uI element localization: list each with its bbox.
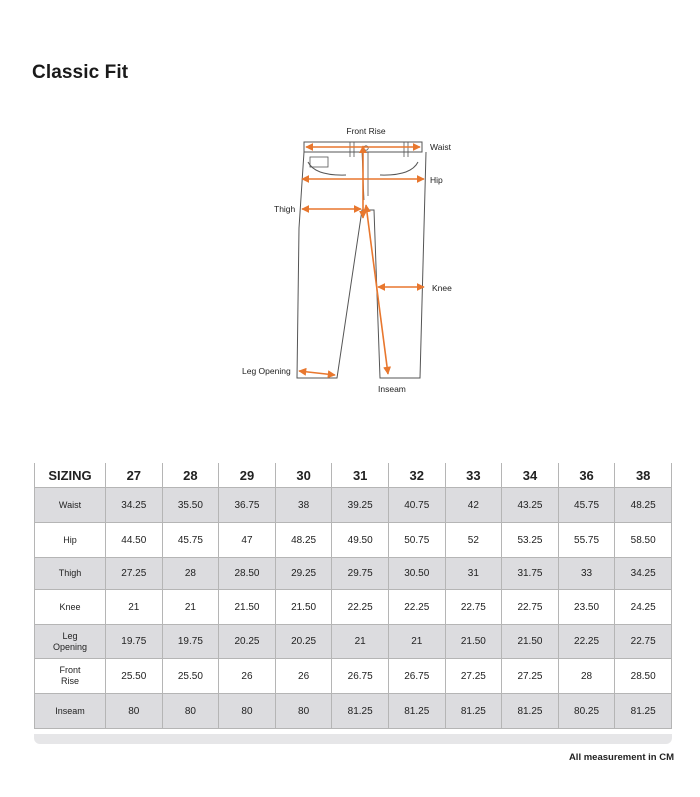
table-cell: 19.75	[162, 625, 219, 659]
row-label	[35, 694, 106, 729]
table-cell: 53.25	[502, 523, 559, 558]
table-cell: 27.25	[106, 558, 163, 590]
table-cell: 27.25	[502, 659, 559, 694]
table-cell: 43.25	[502, 488, 559, 523]
measurement-arrows	[299, 146, 424, 375]
size-header-29: 29	[219, 463, 276, 488]
row-label	[35, 523, 106, 558]
table-cell: 47	[219, 523, 276, 558]
table-cell: 21.50	[219, 590, 276, 625]
size-header-33: 33	[445, 463, 502, 488]
table-cell: 45.75	[558, 488, 615, 523]
size-header-31: 31	[332, 463, 389, 488]
table-row	[35, 659, 672, 694]
table-row	[35, 694, 672, 729]
measurement-unit-note: All measurement in CM	[568, 752, 674, 763]
table-cell: 19.75	[106, 625, 163, 659]
table-cell: 21	[162, 590, 219, 625]
table-cell: 26.75	[332, 659, 389, 694]
table-cell: 30.50	[388, 558, 445, 590]
table-cell: 22.25	[388, 590, 445, 625]
size-header-28: 28	[162, 463, 219, 488]
table-cell: 21.50	[502, 625, 559, 659]
row-label-text: Rise	[60, 676, 79, 686]
table-cell: 35.50	[162, 488, 219, 523]
size-chart-table	[34, 463, 672, 729]
table-cell: 28.50	[615, 659, 672, 694]
label-hip: Hip	[430, 175, 443, 185]
table-cell: 58.50	[615, 523, 672, 558]
table-cell: 20.25	[275, 625, 332, 659]
table-cell: 26	[275, 659, 332, 694]
row-label-text: Waist	[58, 499, 82, 510]
table-cell: 52	[445, 523, 502, 558]
table-cell: 26	[219, 659, 276, 694]
table-cell: 33	[558, 558, 615, 590]
row-label-text: Front	[59, 665, 81, 675]
table-cell: 26.75	[388, 659, 445, 694]
row-label	[35, 558, 106, 590]
table-cell: 44.50	[106, 523, 163, 558]
table-cell: 29.25	[275, 558, 332, 590]
table-cell: 20.25	[219, 625, 276, 659]
table-cell: 50.75	[388, 523, 445, 558]
table-cell: 31	[445, 558, 502, 590]
inseam-arrow	[366, 205, 388, 374]
table-cell: 24.25	[615, 590, 672, 625]
label-thigh: Thigh	[274, 204, 296, 214]
table-cell: 38	[275, 488, 332, 523]
table-cell: 31.75	[502, 558, 559, 590]
table-cell: 21	[332, 625, 389, 659]
table-cell: 81.25	[445, 694, 502, 729]
table-cell: 81.25	[615, 694, 672, 729]
table-cell: 81.25	[388, 694, 445, 729]
size-header-32: 32	[388, 463, 445, 488]
row-label	[35, 625, 106, 659]
table-cell: 22.25	[558, 625, 615, 659]
table-cell: 48.25	[615, 488, 672, 523]
trouser-outline	[297, 142, 426, 378]
table-cell: 28	[162, 558, 219, 590]
table-cell: 40.75	[388, 488, 445, 523]
row-label-text: Opening	[52, 641, 88, 652]
table-cell: 80	[275, 694, 332, 729]
table-cell: 25.50	[106, 659, 163, 694]
row-label-text: Thigh	[58, 568, 82, 578]
label-leg-opening: Leg Opening	[242, 366, 291, 376]
table-cell: 27.25	[445, 659, 502, 694]
label-waist: Waist	[430, 142, 451, 152]
table-cell: 34.25	[106, 488, 163, 523]
table-row	[35, 558, 672, 590]
table-cell: 81.25	[502, 694, 559, 729]
size-header-34: 34	[502, 463, 559, 488]
table-cell: 25.50	[162, 659, 219, 694]
table-cell: 36.75	[219, 488, 276, 523]
size-header-38: 38	[615, 463, 672, 488]
row-label	[35, 488, 106, 523]
table-cell: 34.25	[615, 558, 672, 590]
table-cell: 49.50	[332, 523, 389, 558]
table-row	[35, 523, 672, 558]
table-cell: 48.25	[275, 523, 332, 558]
row-label	[35, 590, 106, 625]
table-cell: 39.25	[332, 488, 389, 523]
sizing-header: SIZING	[35, 463, 106, 488]
size-header-36: 36	[558, 463, 615, 488]
table-row	[35, 488, 672, 523]
page-title: Classic Fit	[32, 62, 129, 83]
table-cell: 21.50	[445, 625, 502, 659]
row-label-text: Hip	[63, 534, 77, 545]
table-cell: 22.75	[615, 625, 672, 659]
table-cell: 29.75	[332, 558, 389, 590]
table-footer-shadow	[34, 734, 672, 744]
table-row	[35, 590, 672, 625]
table-cell: 21	[388, 625, 445, 659]
table-cell: 80	[219, 694, 276, 729]
table-cell: 21.50	[275, 590, 332, 625]
row-label-text: Inseam	[55, 705, 85, 716]
table-row	[35, 625, 672, 659]
table-cell: 81.25	[332, 694, 389, 729]
table-cell: 55.75	[558, 523, 615, 558]
table-cell: 23.50	[558, 590, 615, 625]
table-cell: 42	[445, 488, 502, 523]
row-label-text: Leg	[62, 630, 78, 641]
table-cell: 80	[106, 694, 163, 729]
size-header-row	[35, 463, 672, 488]
table-cell: 28	[558, 659, 615, 694]
table-cell: 80.25	[558, 694, 615, 729]
table-cell: 22.75	[445, 590, 502, 625]
leg-opening-arrow	[299, 371, 335, 375]
table-cell: 28.50	[219, 558, 276, 590]
label-knee: Knee	[432, 283, 452, 293]
table-cell: 21	[106, 590, 163, 625]
row-label-text: Knee	[59, 601, 81, 612]
row-label	[35, 659, 106, 694]
label-inseam: Inseam	[378, 384, 406, 394]
table-cell: 80	[162, 694, 219, 729]
table-cell: 45.75	[162, 523, 219, 558]
size-header-27: 27	[106, 463, 163, 488]
table-cell: 22.75	[502, 590, 559, 625]
table-cell: 22.25	[332, 590, 389, 625]
size-header-30: 30	[275, 463, 332, 488]
label-front-rise: Front Rise	[346, 126, 386, 136]
